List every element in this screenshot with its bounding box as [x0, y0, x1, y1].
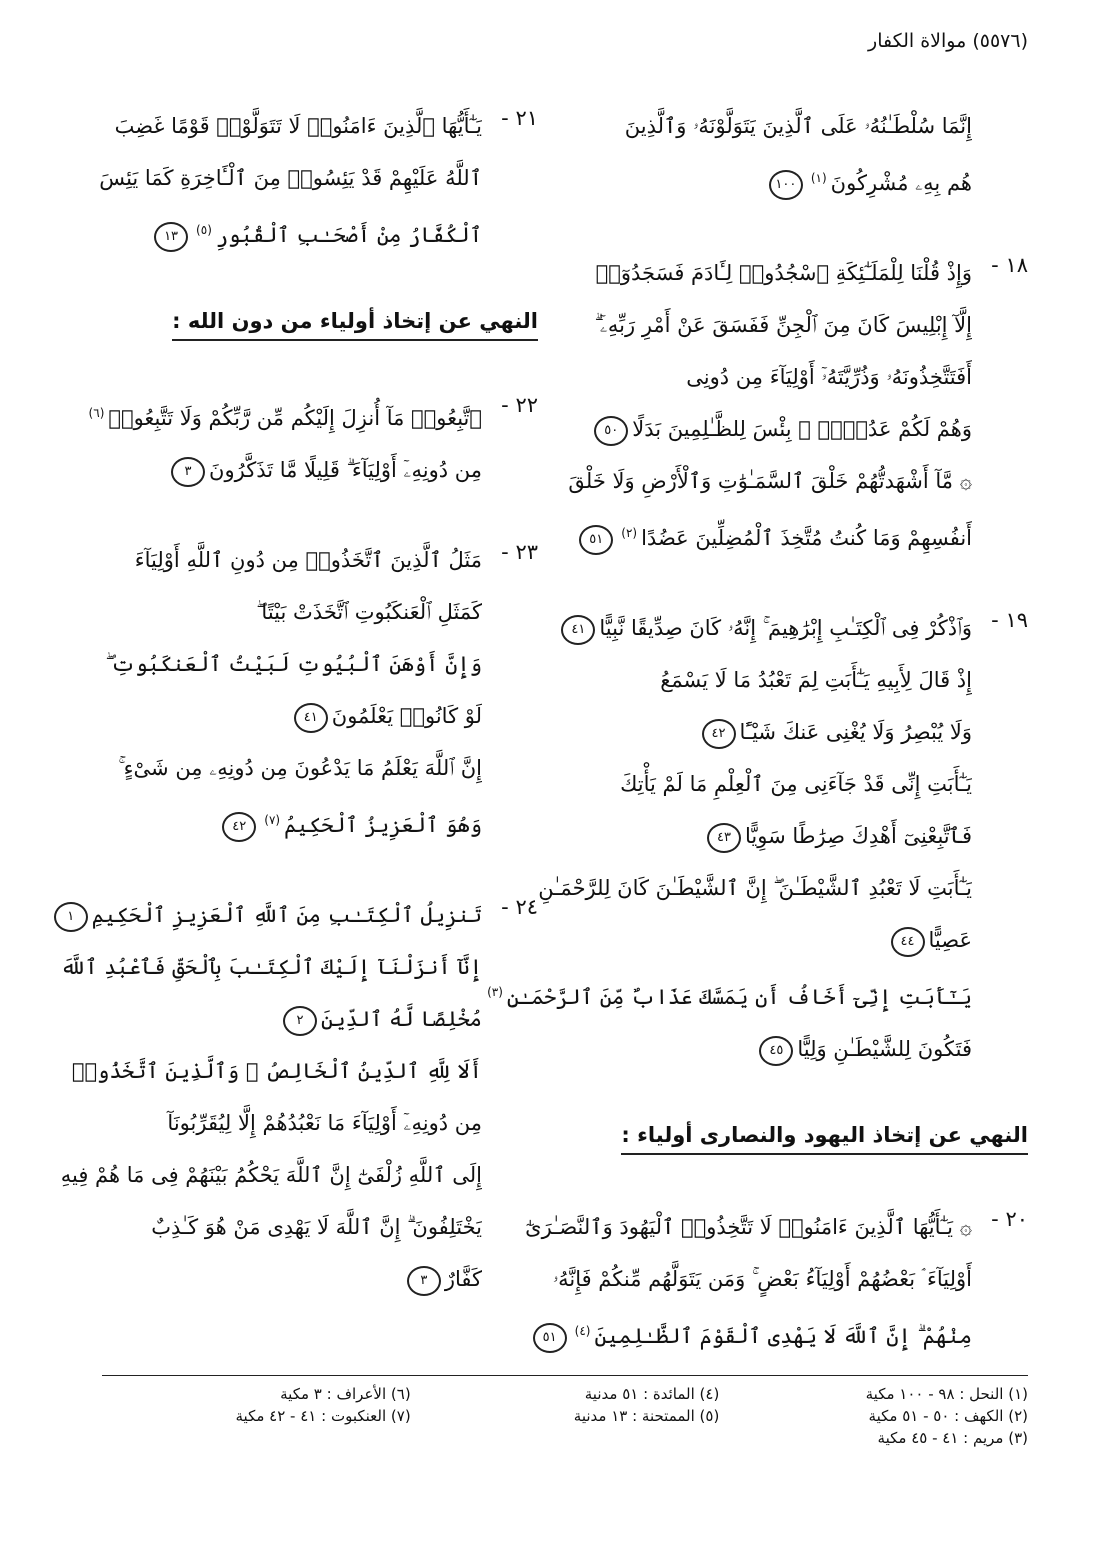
verse-number: ١٨ - [991, 253, 1028, 277]
verse-line [85, 387, 482, 444]
verse-line [88, 534, 482, 586]
verse-line [568, 299, 972, 351]
verse-number: ٢٢ - [501, 393, 538, 417]
verse-body [525, 1201, 972, 1362]
verse-text: ٱللَّهُ عَلَيْهِمْ قَدْ يَئِسُوا۟ مِنَ ٱلْـَٔاخِرَةِ كَمَا يَئِسَ [99, 166, 482, 190]
verse-text: مِن دُونِهِۦٓ أَوْلِيَآءَ ۗ قَلِيلًا مَّا تَذَكَّرُونَ [209, 458, 482, 482]
footnote-ref: (١) [810, 171, 827, 185]
verse-text: عَصِيًّا [928, 928, 972, 952]
left-blocks [88, 100, 538, 261]
verse-block [578, 100, 1028, 209]
verse-line [578, 152, 972, 209]
verse-text: يَخْتَلِفُونَ ۗ إِنَّ ٱللَّهَ لَا يَهْدِى مَنْ هُوَ كَـٰذِبٌ [151, 1215, 482, 1239]
footnote-item: (٦) الأعراف : ٣ مكية [280, 1385, 411, 1403]
verse-line [88, 690, 482, 742]
verse-body [85, 387, 482, 496]
verse-line [483, 914, 972, 966]
verse-text: إِنَّمَا سُلْطَـٰنُهُۥ عَلَى ٱلَّذِينَ يَتَوَلَّوْنَهُۥ وَٱلَّذِينَ [624, 114, 972, 138]
verse-number: ٢٤ - [501, 895, 538, 919]
verse-text: مِن دُونِهِۦٓ أَوْلِيَآءَ مَا نَعْبُدُهُمْ إِلَّا لِيُقَرِّبُونَآ [167, 1111, 482, 1135]
footnote-ref: (٣) [487, 985, 503, 999]
verse-text: ٱلْكُفَّارُ مِنْ أَصْحَـٰبِ ٱلْقُبُورِ [215, 223, 482, 247]
verse-line [88, 100, 482, 152]
verse-line [50, 993, 482, 1045]
verse-number: ٢٣ - [501, 540, 538, 564]
verse-line [483, 1023, 972, 1075]
verse-text: يَـٰٓأَيُّهَا ٱلَّذِينَ ءَامَنُوا۟ لَا تَتَوَلَّوْا۟ قَوْمًا غَضِبَ [114, 114, 482, 138]
verse-body [578, 100, 972, 209]
verse-text: مَثَلُ ٱلَّذِينَ ٱتَّخَذُوا۟ مِن دُونِ ٱللَّهِ أَوْلِيَآءَ [134, 548, 482, 572]
ayah-number-marker: ٤٥ [759, 1036, 793, 1066]
verse-text: إِنَّآ أَنزَلْنَآ إِلَيْكَ ٱلْكِتَـٰبَ بِٱلْحَقِّ فَٱعْبُدِ ٱللَّهَ [60, 955, 482, 979]
verse-line [88, 204, 482, 261]
verse-number: ٢١ - [501, 106, 538, 130]
verse-line [50, 1097, 482, 1149]
verse-line [85, 444, 482, 496]
verse-line [483, 758, 972, 810]
verse-text: وَهُوَ ٱلْعَزِيزُ ٱلْحَكِيمُ [284, 813, 482, 837]
verse-text: تَنزِيلُ ٱلْكِتَـٰبِ مِنَ ٱللَّهِ ٱلْعَزِيزِ ٱلْحَكِيمِ [91, 903, 482, 927]
verse-line [50, 1149, 482, 1201]
verse-text: يَـٰٓأَبَتِ إِنِّىٓ أَخَافُ أَن يَمَسَّكَ عَذَابٌ مِّنَ ٱلرَّحْمَـٰنِ [506, 985, 972, 1009]
verse-text: فَتَكُونَ لِلشَّيْطَـٰنِ وَلِيًّا [797, 1037, 972, 1061]
verse-text: لَوْ كَانُوا۟ يَعْلَمُونَ [331, 704, 482, 728]
verse-number: ٢٠ - [991, 1207, 1028, 1231]
footnote-item: (٣) مريم : ٤١ - ٤٥ مكية [877, 1429, 1028, 1447]
verse-text: أَلَا لِلَّهِ ٱلدِّينُ ٱلْخَالِصُ ۚ وَٱلَّذِينَ ٱتَّخَذُوا۟ [71, 1059, 482, 1083]
footnote-item: (٢) الكهف : ٥٠ - ٥١ مكية [868, 1407, 1028, 1425]
verse-text: ۞ مَّآ أَشْهَدتُّهُمْ خَلْقَ ٱلسَّمَـٰوَٰتِ وَٱلْأَرْضِ وَلَا خَلْقَ [568, 469, 972, 493]
verse-line [483, 862, 972, 914]
verse-line [568, 247, 972, 299]
verse-block [88, 100, 538, 261]
verse-line [50, 1253, 482, 1305]
verse-text: كَفَّارٌ [444, 1267, 482, 1291]
verse-line [483, 602, 972, 654]
left-column [60, 100, 538, 1343]
verse-line [568, 455, 972, 507]
verse-text: إِذْ قَالَ لِأَبِيهِ يَـٰٓأَبَتِ لِمَ تَعْبُدُ مَا لَا يَسْمَعُ [660, 668, 972, 692]
ayah-number-marker: ٤١ [294, 703, 328, 733]
verse-text: وَإِذْ قُلْنَا لِلْمَلَـٰٓئِكَةِ ٱسْجُدُوا۟ لِـَٔادَمَ فَسَجَدُوٓا۟ [595, 261, 972, 285]
verse-line [568, 507, 972, 564]
verse-line [525, 1253, 972, 1305]
verse-text: وَٱذْكُرْ فِى ٱلْكِتَـٰبِ إِبْرَٰهِيمَ ۚ إِنَّهُۥ كَانَ صِدِّيقًا نَّبِيًّا [599, 616, 972, 640]
verse-body [50, 889, 482, 1305]
verse-block [88, 534, 538, 851]
verse-text: إِلَى ٱللَّهِ زُلْفَىٰٓ إِنَّ ٱللَّهَ يَحْكُمُ بَيْنَهُمْ فِى مَا هُمْ فِيهِ [60, 1163, 482, 1187]
ayah-number-marker: ٥١ [533, 1323, 567, 1353]
footnote-ref: (٢) [621, 526, 638, 540]
verse-text: وَإِنَّ أَوْهَنَ ٱلْبُيُوتِ لَبَيْتُ ٱلْعَنكَبُوتِ ۖ [105, 652, 482, 676]
footnote-item: (٧) العنكبوت : ٤١ - ٤٢ مكية [235, 1407, 411, 1425]
verse-text: ٱتَّبِعُوا۟ مَآ أُنزِلَ إِلَيْكُم مِّن رَّبِّكُمْ وَلَا تَتَّبِعُوا۟ [108, 406, 482, 430]
verse-line [88, 638, 482, 690]
verse-line [88, 794, 482, 851]
verse-line [88, 742, 482, 794]
verse-line [50, 941, 482, 993]
verse-number [972, 100, 1028, 106]
verse-body [568, 247, 972, 564]
verse-line [88, 586, 482, 638]
footnote-item: (٤) المائدة : ٥١ مدنية [584, 1385, 720, 1403]
verse-block [60, 889, 538, 1305]
verse-text: وَهُمْ لَكُمْ عَدُوٌّۢ ۚ بِئْسَ لِلظَّـٰلِمِينَ بَدَلًا [632, 417, 972, 441]
verse-line [525, 1201, 972, 1253]
ayah-number-marker: ٥١ [579, 525, 613, 555]
ayah-number-marker: ٤٣ [707, 823, 741, 853]
ayah-number-marker: ١٣ [154, 222, 188, 252]
verse-line [50, 889, 482, 941]
verse-line [483, 706, 972, 758]
verse-line [50, 1045, 482, 1097]
verse-text: أَوْلِيَآءَ ۘ بَعْضُهُمْ أَوْلِيَآءُ بَعْضٍ ۚ وَمَن يَتَوَلَّهُم مِّنكُمْ فَإِنَّهُۥ [552, 1267, 972, 1291]
footnote-ref: (٥) [196, 223, 212, 237]
ayah-number-marker: ٤٤ [891, 927, 925, 957]
ayah-number-marker: ٢ [283, 1006, 317, 1036]
ayah-number-marker: ٣ [171, 457, 205, 487]
verse-line [568, 403, 972, 455]
section-heading-besides-allah: النهي عن إتخاذ أولياء من دون الله : [172, 309, 538, 341]
ayah-number-marker: ٥٠ [594, 416, 628, 446]
verse-text: فَٱتَّبِعْنِىٓ أَهْدِكَ صِرَٰطًا سَوِيًّا [745, 824, 972, 848]
ayah-number-marker: ٤٢ [702, 719, 736, 749]
verse-text: مُخْلِصًا لَّهُ ٱلدِّينَ [320, 1007, 482, 1031]
verse-body [88, 100, 482, 261]
verse-text: أَفَتَتَّخِذُونَهُۥ وَذُرِّيَّتَهُۥٓ أَوْلِيَآءَ مِن دُونِى [686, 365, 972, 389]
verse-number: ١٩ - [991, 608, 1028, 632]
left-blocks-after [60, 387, 538, 1305]
footnote-divider [102, 1375, 1028, 1376]
verse-block [525, 1201, 1028, 1362]
footnote-ref: (٧) [264, 813, 281, 827]
verse-line [568, 351, 972, 403]
footnote-ref: (٦) [88, 406, 105, 420]
page-header: (٥٥٧٦) موالاة الكفار [868, 30, 1028, 52]
verse-text: وَلَا يُبْصِرُ وَلَا يُغْنِى عَنكَ شَيْـًٔا [739, 720, 972, 744]
verse-line [578, 100, 972, 152]
verse-text: يَـٰٓأَبَتِ إِنِّى قَدْ جَآءَنِى مِنَ ٱلْعِلْمِ مَا لَمْ يَأْتِكَ [620, 772, 972, 796]
verse-text: إِلَّآ إِبْلِيسَ كَانَ مِنَ ٱلْجِنِّ فَفَسَقَ عَنْ أَمْرِ رَبِّهِۦٓ ۗ [594, 313, 972, 337]
verse-text: إِنَّ ٱللَّهَ يَعْلَمُ مَا يَدْعُونَ مِن دُونِهِۦ مِن شَىْءٍ ۚ [118, 756, 482, 780]
footnote-ref: (٤) [574, 1324, 591, 1338]
ayah-number-marker: ١٠٠ [769, 170, 803, 200]
verse-line [525, 1305, 972, 1362]
verse-block [568, 247, 1028, 564]
verse-block [88, 387, 538, 496]
footnotes [102, 1385, 1028, 1447]
verse-text: هُم بِهِۦ مُشْرِكُونَ [830, 171, 972, 195]
ayah-number-marker: ١ [54, 902, 88, 932]
verse-line [483, 654, 972, 706]
section-heading-jews-christians: النهي عن إتخاذ اليهود والنصارى أولياء : [621, 1123, 1028, 1155]
verse-text: يَـٰٓأَبَتِ لَا تَعْبُدِ ٱلشَّيْطَـٰنَ ۖ إِنَّ ٱلشَّيْطَـٰنَ كَانَ لِلرَّحْمَـٰنِ [538, 876, 972, 900]
footnote-item: (١) النحل : ٩٨ - ١٠٠ مكية [865, 1385, 1028, 1403]
verse-line [483, 966, 972, 1023]
footnote-item: (٥) الممتحنة : ١٣ مدنية [573, 1407, 720, 1425]
verse-line [483, 810, 972, 862]
ayah-number-marker: ٤١ [561, 615, 595, 645]
verse-line [50, 1201, 482, 1253]
verse-text: مِنْهُمْ ۗ إِنَّ ٱللَّهَ لَا يَهْدِى ٱلْقَوْمَ ٱلظَّـٰلِمِينَ [594, 1324, 972, 1348]
ayah-number-marker: ٤٢ [222, 812, 256, 842]
verse-line [88, 152, 482, 204]
ayah-number-marker: ٣ [407, 1266, 441, 1296]
verse-text: ۞ يَـٰٓأَيُّهَا ٱلَّذِينَ ءَامَنُوا۟ لَا تَتَّخِذُوا۟ ٱلْيَهُودَ وَٱلنَّصَـٰرَىٰٓ [525, 1215, 972, 1239]
verse-body [88, 534, 482, 851]
right-blocks-after [525, 1201, 1028, 1362]
verse-body [483, 602, 972, 1075]
verse-text: كَمَثَلِ ٱلْعَنكَبُوتِ ٱتَّخَذَتْ بَيْتًا ۖ [256, 600, 482, 624]
verse-text: أَنفُسِهِمْ وَمَا كُنتُ مُتَّخِذَ ٱلْمُضِلِّينَ عَضُدًا [641, 526, 972, 550]
